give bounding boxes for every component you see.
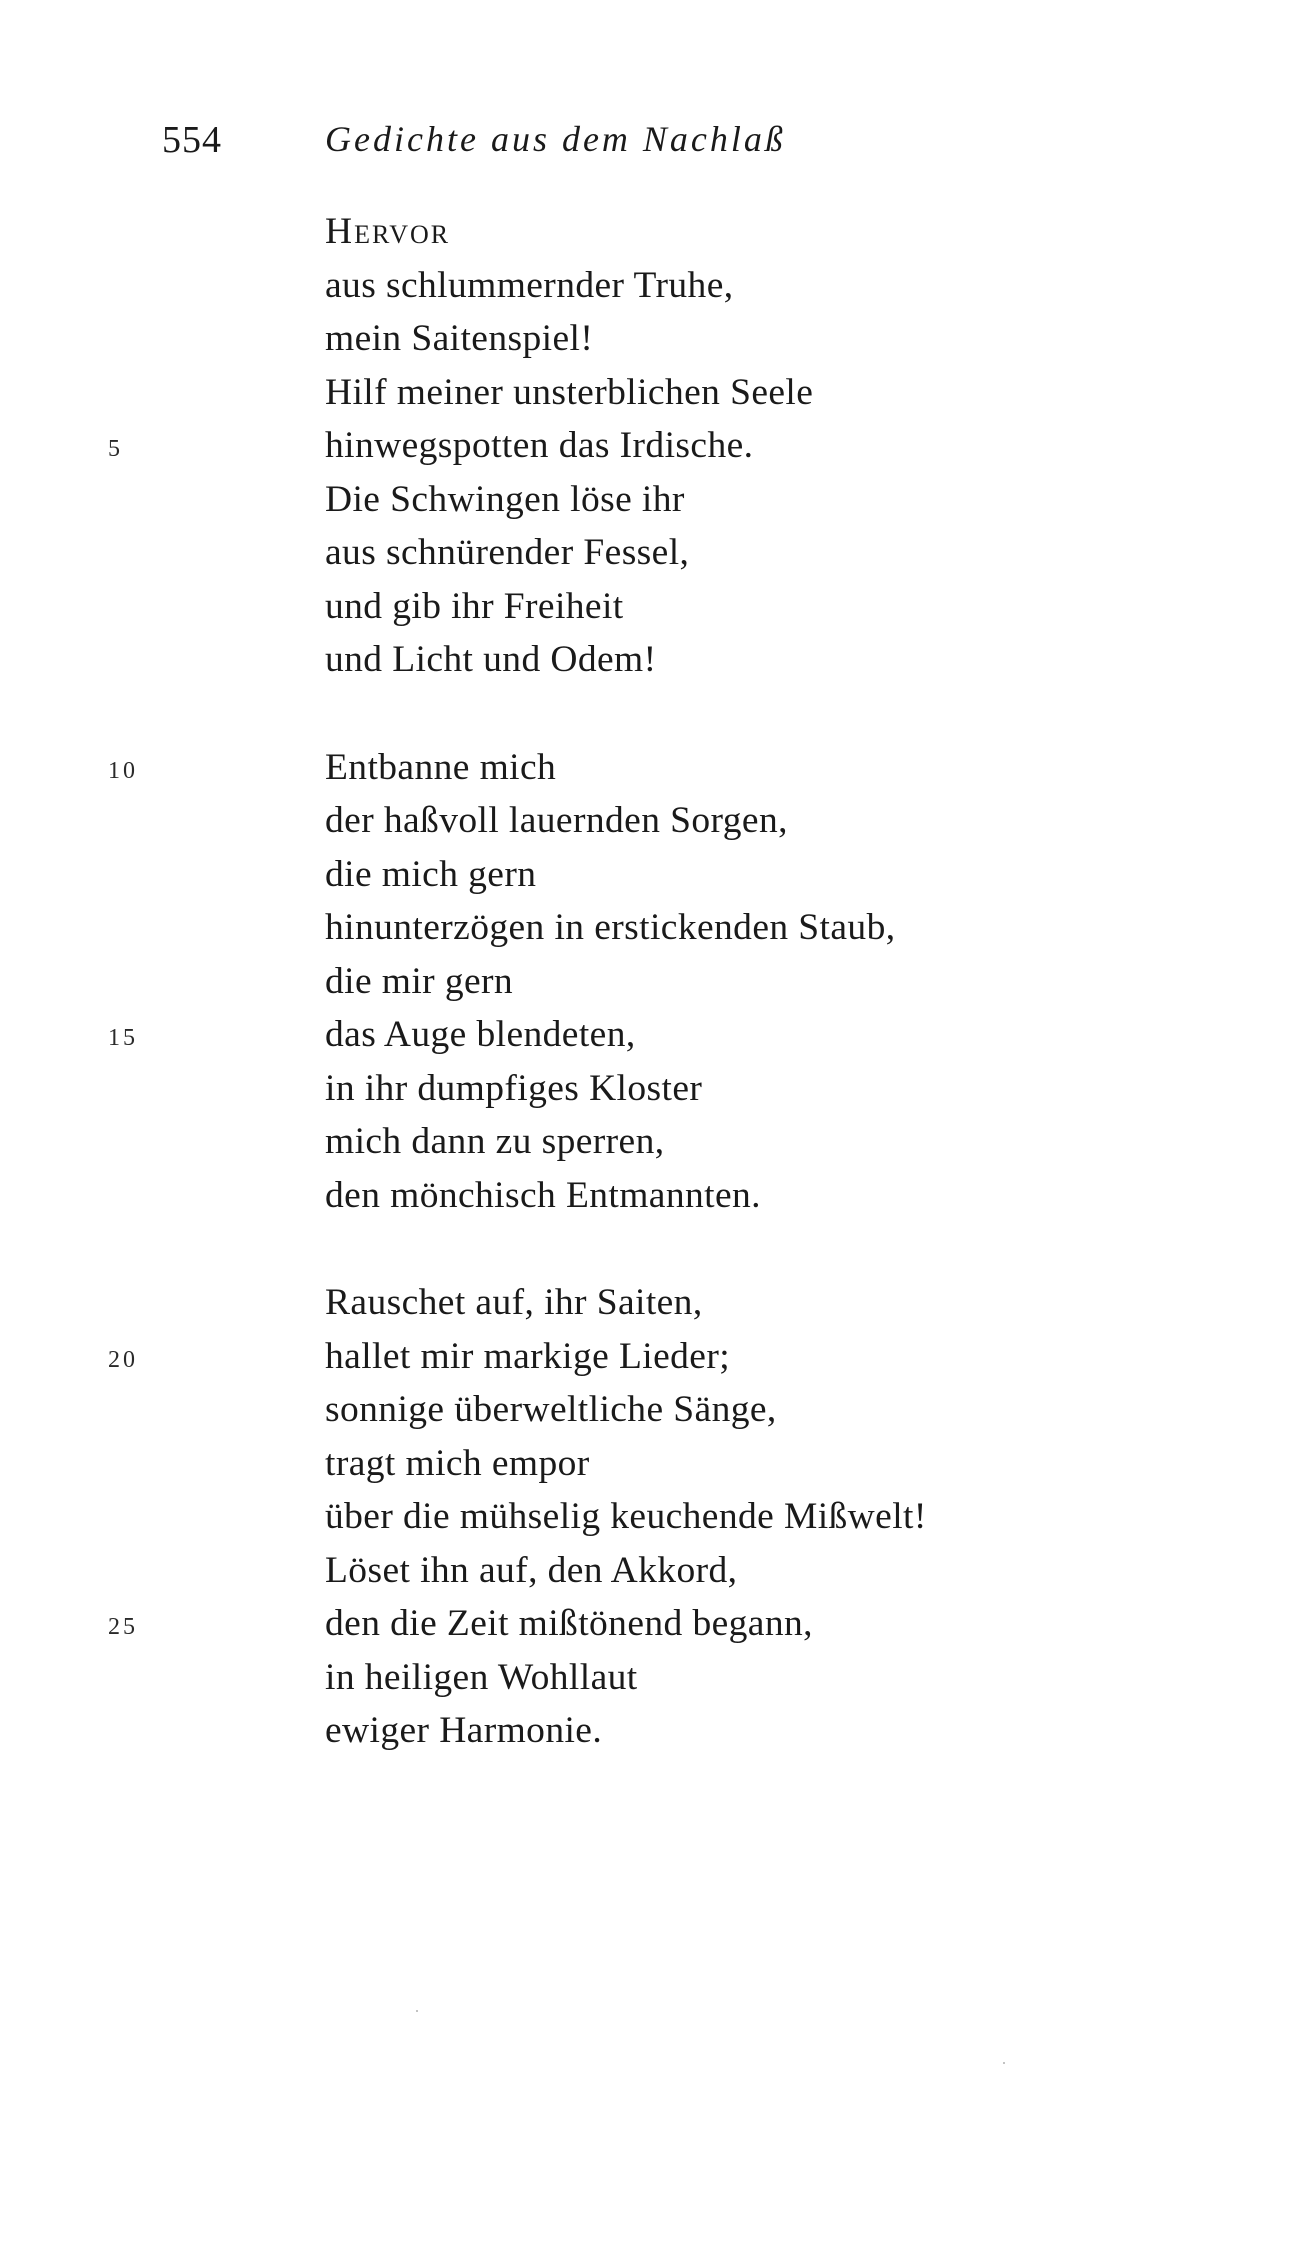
page-number: 554 xyxy=(162,119,222,161)
poem-line xyxy=(325,848,1265,902)
line-text: hallet mir markige Lieder; xyxy=(325,1335,731,1377)
poem-line xyxy=(325,1276,1265,1330)
line-number: 5 xyxy=(108,436,123,462)
line-text: Hervor xyxy=(325,211,451,252)
running-title: Gedichte aus dem Nachlaß xyxy=(325,119,786,159)
line-text: der haßvoll lauernden Sorgen, xyxy=(325,800,788,841)
poem-line xyxy=(325,526,1265,580)
line-text: in ihr dumpfiges Kloster xyxy=(325,1067,703,1109)
poem-line xyxy=(325,366,1265,420)
poem-line xyxy=(325,259,1265,313)
line-text: den die Zeit mißtönend begann, xyxy=(325,1603,813,1644)
line-text: ewiger Harmonie. xyxy=(325,1710,603,1751)
poem-line xyxy=(325,473,1265,527)
poem-line xyxy=(108,1597,1265,1651)
line-text: mich dann zu sperren, xyxy=(325,1121,665,1162)
page-header xyxy=(0,118,1294,178)
line-text: sonnige überweltliche Sänge, xyxy=(325,1389,777,1430)
line-text: Hilf meiner unsterblichen Seele xyxy=(325,371,814,413)
poem-line xyxy=(325,312,1265,366)
line-text: Entbanne mich xyxy=(325,746,557,788)
poem-line xyxy=(325,1383,1265,1437)
line-text: mein Saitenspiel! xyxy=(325,318,594,359)
line-text: und Licht und Odem! xyxy=(325,639,657,680)
line-text: tragt mich empor xyxy=(325,1442,590,1484)
stanza xyxy=(108,205,1265,687)
poem-line xyxy=(108,1008,1265,1062)
poem-line xyxy=(325,794,1265,848)
poem-line xyxy=(325,633,1265,687)
line-text: Rauschet auf, ihr Saiten, xyxy=(325,1282,703,1323)
line-text: in heiligen Wohllaut xyxy=(325,1656,638,1698)
stanza xyxy=(108,741,1265,1223)
poem-line xyxy=(325,955,1265,1009)
poem-line xyxy=(325,901,1265,955)
poem-line xyxy=(325,1169,1265,1223)
line-number: 20 xyxy=(108,1346,138,1373)
line-text: hinunterzögen in erstickenden Staub, xyxy=(325,907,896,948)
poem-line xyxy=(325,1437,1265,1491)
line-number: 10 xyxy=(108,757,138,784)
paper-speck xyxy=(416,2010,418,2012)
line-text: das Auge blendeten, xyxy=(325,1014,636,1055)
poem-line xyxy=(325,205,1265,259)
poem-line xyxy=(325,1651,1265,1705)
poem-line xyxy=(325,580,1265,634)
stanza xyxy=(108,1276,1265,1758)
line-text: die mir gern xyxy=(325,960,514,1002)
poem-line xyxy=(325,1490,1265,1544)
line-number: 15 xyxy=(108,1025,138,1051)
line-text: über die mühselig keuchende Mißwelt! xyxy=(325,1496,927,1537)
poem-line xyxy=(325,1704,1265,1758)
poem-line xyxy=(108,1330,1265,1384)
poem-line xyxy=(325,1062,1265,1116)
poem-line xyxy=(108,419,1265,473)
line-text: den mönchisch Entmannten. xyxy=(325,1174,761,1216)
line-text: Löset ihn auf, den Akkord, xyxy=(325,1549,738,1591)
line-text: hinwegspotten das Irdische. xyxy=(325,425,754,466)
line-text: aus schlummernder Truhe, xyxy=(325,264,734,306)
paper-speck xyxy=(1003,2062,1005,2064)
line-number: 25 xyxy=(108,1614,138,1640)
line-text: aus schnürender Fessel, xyxy=(325,532,690,573)
line-text: Die Schwingen löse ihr xyxy=(325,478,685,520)
poem-line xyxy=(108,741,1265,795)
poem-line xyxy=(325,1115,1265,1169)
poem xyxy=(108,205,1265,1758)
poem-line xyxy=(325,1544,1265,1598)
line-text: die mich gern xyxy=(325,853,537,895)
line-text: und gib ihr Freiheit xyxy=(325,585,624,627)
